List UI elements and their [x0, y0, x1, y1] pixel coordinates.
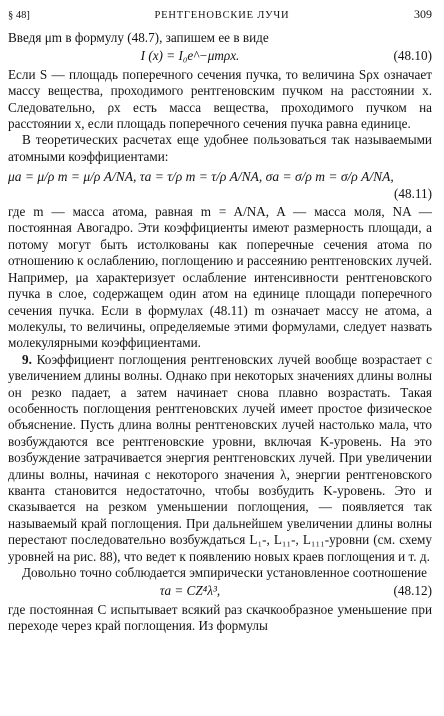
equation-48-11-number: (48.11): [394, 185, 432, 201]
paragraph-5: [8, 352, 432, 565]
section-ref: § 48]: [8, 10, 30, 21]
paragraph-6: Довольно точно соблюдается эмпирически установленное соотношение: [22, 565, 427, 580]
equation-48-10: [8, 48, 432, 64]
equation-48-10-number: (48.10): [393, 48, 432, 64]
paragraph-5-text: Коэффициент поглощения рентгеновских лучей вообще возрастает с увеличением длины волны. Однако при некоторых значениях длины волны он резко падает, а затем начинает снова плавно возрастать. Такая особенность поглощения рентгеновских лучей имеет простое физическое объяснение. Пусть длина волны рентгеновских лучей настолько мала, что возбуждаются все рентгеновские уровни, включая K-уровень. На это возбуждение затрачивается энергия рентгеновских лучей. При увеличении длины волны, начиная с некоторого значения λ, энергии рентгеновского кванта становится недостаточно, чтобы возбудить K-уровень. Это и сказывается на резком уменьшении поглощения, — появляется так называемый край поглощения. При дальнейшем увеличении длины волны перестают последовательно возбуждаться L₁-, L₁₁-, L₁₁₁-уровни (см. схему уровней на рис. 88), что ведет к появлению новых краев поглощения и т. д.: [8, 351, 432, 564]
paragraph-4: где m — масса атома, равная m = A/NA, A — масса моля, NA — постоянная Авогадро. Эти коэффициенты имеют размерность площади, а потому могут быть истолкованы как поперечные сечения атома по отношению к ослаблению, поглощению и рассеянию рентгеновских лучей. Например, μa характеризует ослабление интенсивности рентгеновского пучка в слое, содержащем один атом на единице площади поперечного сечения пучка. Если в формулах (48.11) m означает массу не атома, а молекулы, то величины, определяемые этими формулами, следует назвать молекулярными коэффициентами.: [8, 204, 432, 351]
paragraph-3: В теоретических расчетах еще удобнее пользоваться так называемыми атомными коэффициентами:: [8, 132, 432, 164]
equation-48-11-expr: μa = μ/ρ m = μ/ρ A/NA, τa = τ/ρ m = τ/ρ A/NA, σa = σ/ρ m = σ/ρ A/NA,: [8, 169, 394, 185]
paragraph-1: Введя μm в формулу (48.7), запишем ее в виде: [8, 30, 269, 45]
equation-48-12-expr: τa = CZ⁴λ³,: [159, 583, 221, 599]
page-header: [8, 6, 432, 24]
running-title: РЕНТГЕНОВСКИЕ ЛУЧИ: [154, 10, 290, 21]
item-number: 9.: [22, 351, 32, 367]
equation-48-10-expr: I (x) = I₀e^−μmρx.: [140, 48, 240, 64]
paragraph-7: где постоянная C испытывает всякий раз скачкообразное уменьшение при переходе через край поглощения. Из формулы: [8, 601, 432, 634]
equation-48-12-number: (48.12): [393, 583, 432, 599]
paragraph-2: Если S — площадь поперечного сечения пучка, то величина Sρx означает массу вещества, проходимого рентгеновским пучком на расстоянии x. Следовательно, ρx есть масса вещества, проходимого пучком на расстоянии x, если площадь поперечного сечения пучка равна единице.: [8, 66, 432, 132]
page-number: 309: [414, 7, 432, 21]
equation-48-12: [8, 583, 432, 599]
